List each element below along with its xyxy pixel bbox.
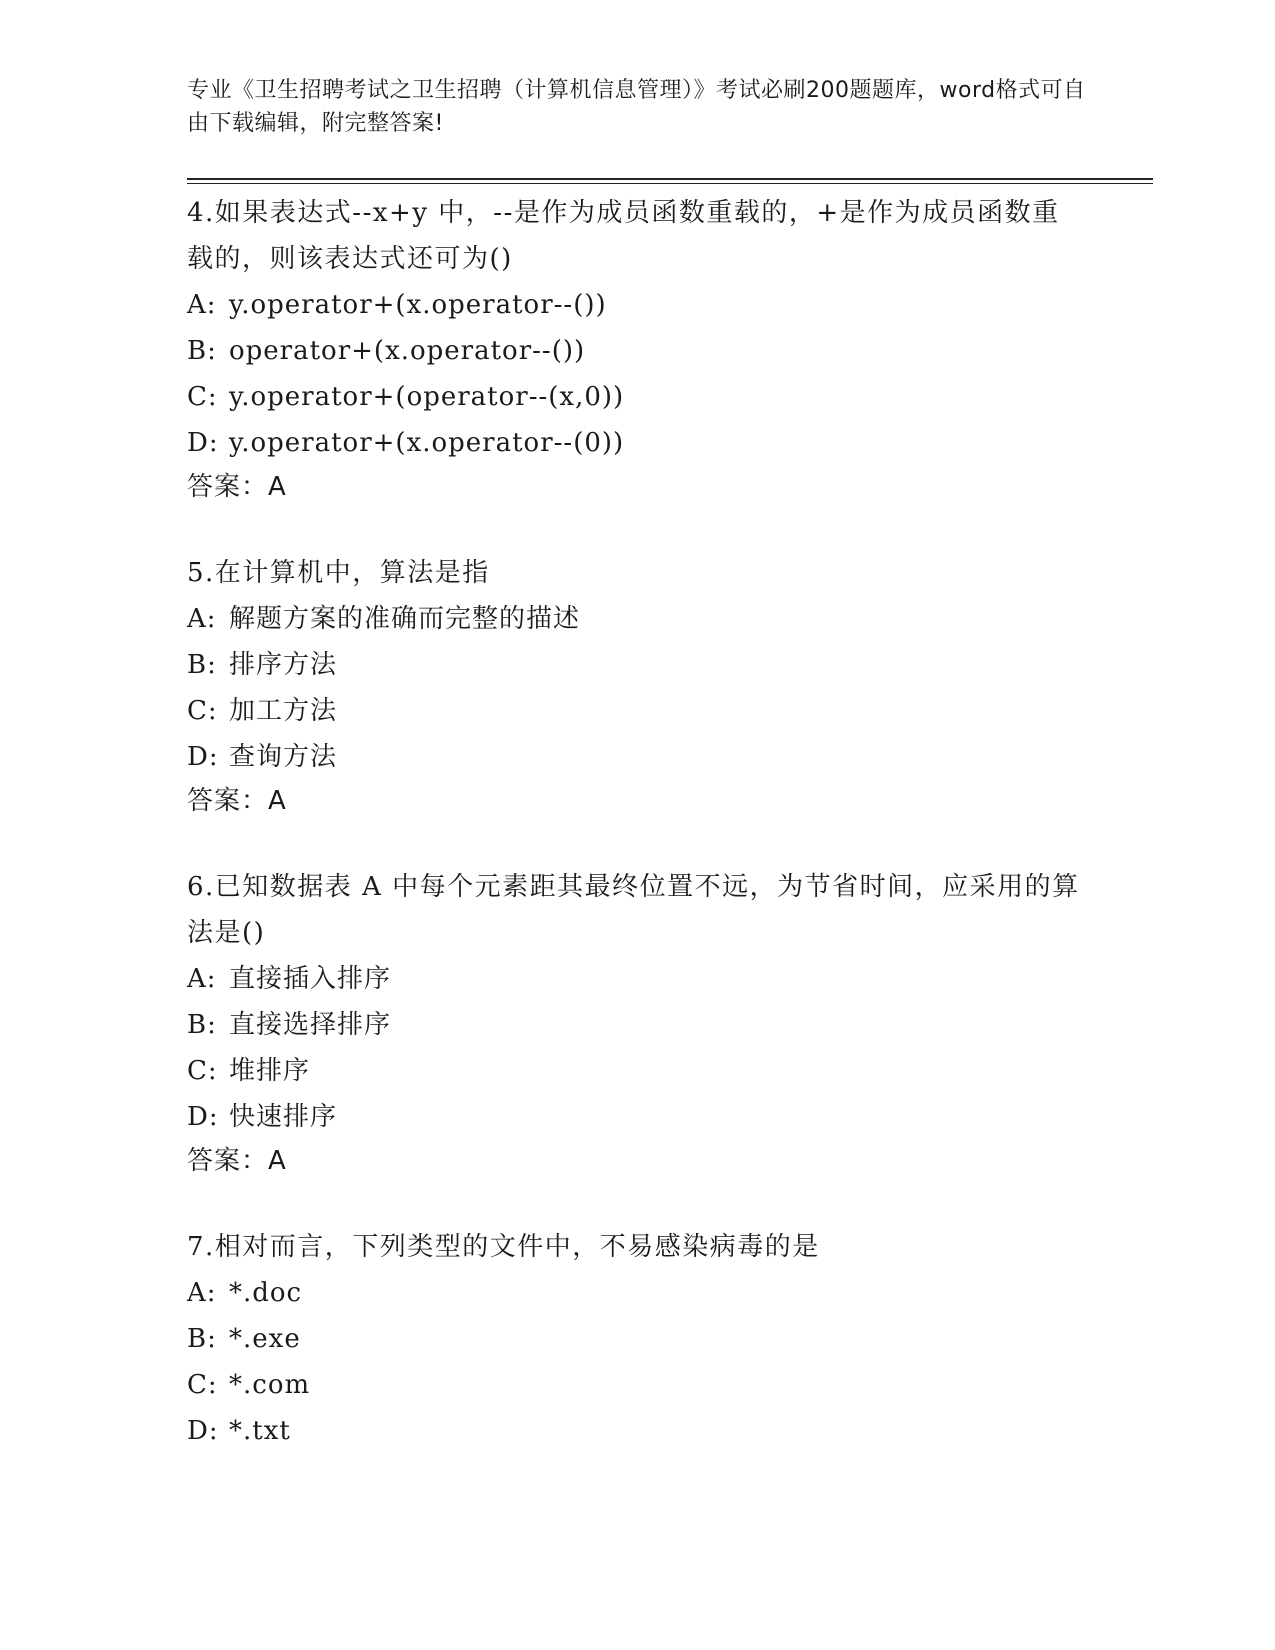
question-6 <box>187 864 1087 1182</box>
option-d <box>187 420 1087 466</box>
option-text: 堆排序 <box>229 1056 311 1086</box>
option-letter: C: <box>187 382 218 412</box>
option-text: 查询方法 <box>229 742 338 772</box>
option-letter: B: <box>187 336 217 366</box>
option-letter: D: <box>187 742 219 772</box>
option-text: 快速排序 <box>229 1102 338 1132</box>
answer-line: 答案：A <box>187 786 287 816</box>
option-letter: B: <box>187 1324 217 1354</box>
option-d <box>187 734 1087 780</box>
answer-line: 答案：A <box>187 472 287 502</box>
question-text: 7.相对而言，下列类型的文件中，不易感染病毒的是 <box>187 1232 820 1262</box>
option-letter: D: <box>187 1416 219 1446</box>
option-d <box>187 1408 1087 1454</box>
question-7 <box>187 1224 1087 1454</box>
question-4 <box>187 190 1087 508</box>
option-text: 直接插入排序 <box>229 964 392 994</box>
option-letter: C: <box>187 1056 218 1086</box>
option-text: y.operator+(x.operator--(0)) <box>229 428 625 458</box>
header-divider-thin <box>187 183 1153 184</box>
option-letter: D: <box>187 428 219 458</box>
option-letter: A: <box>187 1278 217 1308</box>
option-text: 加工方法 <box>229 696 338 726</box>
option-text: y.operator+(x.operator--()) <box>229 290 607 320</box>
option-letter: B: <box>187 1010 217 1040</box>
option-a <box>187 282 1087 328</box>
header-divider <box>187 178 1153 180</box>
option-text: y.operator+(operator--(x,0)) <box>229 382 625 412</box>
option-d <box>187 1094 1087 1140</box>
document-intro: 专业《卫生招聘考试之卫生招聘（计算机信息管理）》考试必刷200题题库，word格式可自由下载编辑，附完整答案! <box>187 78 1086 136</box>
option-letter: A: <box>187 290 217 320</box>
option-a <box>187 596 1087 642</box>
option-text: 直接选择排序 <box>229 1010 392 1040</box>
option-b <box>187 1002 1087 1048</box>
option-letter: B: <box>187 650 217 680</box>
option-letter: A: <box>187 604 217 634</box>
option-a <box>187 1270 1087 1316</box>
option-b <box>187 642 1087 688</box>
option-a <box>187 956 1087 1002</box>
option-c <box>187 1048 1087 1094</box>
question-text: 6.已知数据表 A 中每个元素距其最终位置不远，为节省时间，应采用的算法是() <box>187 872 1080 948</box>
option-text: *.txt <box>229 1416 291 1446</box>
option-b <box>187 328 1087 374</box>
option-c <box>187 374 1087 420</box>
option-letter: C: <box>187 696 218 726</box>
option-text: 解题方案的准确而完整的描述 <box>229 604 581 634</box>
option-text: *.doc <box>229 1278 303 1308</box>
option-text: *.exe <box>229 1324 301 1354</box>
option-c <box>187 688 1087 734</box>
option-b <box>187 1316 1087 1362</box>
option-letter: A: <box>187 964 217 994</box>
option-text: operator+(x.operator--()) <box>229 336 586 366</box>
option-text: *.com <box>229 1370 311 1400</box>
option-text: 排序方法 <box>229 650 338 680</box>
question-text: 4.如果表达式--x+y 中，--是作为成员函数重载的，+是作为成员函数重载的，则该表达式还可为() <box>187 198 1060 274</box>
answer-line: 答案：A <box>187 1146 287 1176</box>
option-letter: D: <box>187 1102 219 1132</box>
question-text: 5.在计算机中，算法是指 <box>187 558 490 588</box>
option-letter: C: <box>187 1370 218 1400</box>
question-5 <box>187 550 1087 822</box>
option-c <box>187 1362 1087 1408</box>
question-list <box>187 190 1087 1496</box>
